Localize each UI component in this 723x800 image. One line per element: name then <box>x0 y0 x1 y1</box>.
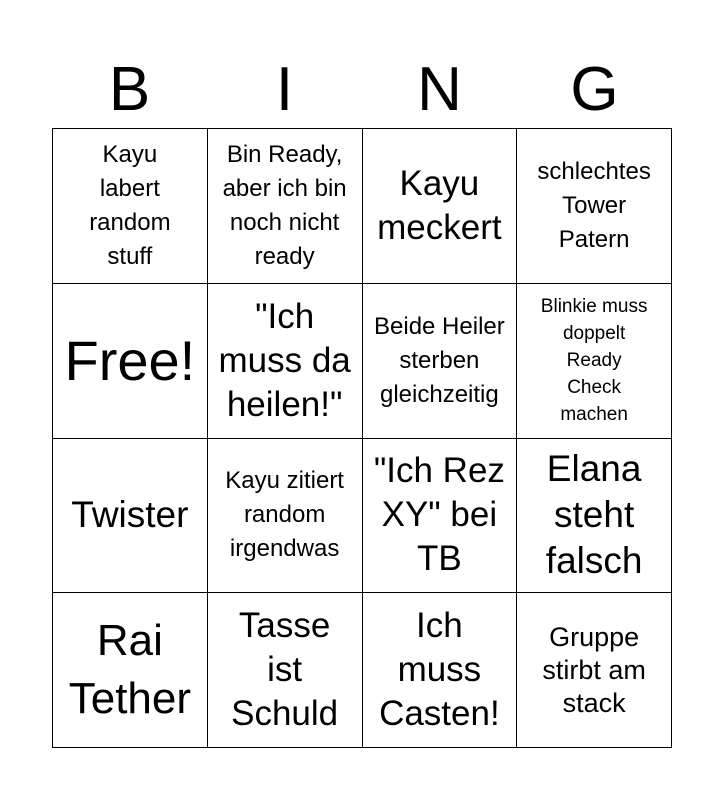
bingo-cell-r2c3[interactable] <box>363 284 518 439</box>
bingo-cell-text: Gruppe stirbt am stack <box>542 621 646 718</box>
bingo-cell-text: Ich muss Casten! <box>379 606 500 734</box>
bingo-cell-r2c4[interactable] <box>517 284 672 439</box>
bingo-cell-text: Kayu meckert <box>377 163 502 247</box>
bingo-cell-r3c1[interactable] <box>53 439 208 594</box>
bingo-cell-r1c1[interactable] <box>53 129 208 284</box>
bingo-cell-text: schlechtes Tower Patern <box>537 157 651 253</box>
bingo-cell-text: Tasse ist Schuld <box>231 606 339 734</box>
header-letter-b: B <box>108 55 151 124</box>
bingo-cell-r4c2[interactable] <box>208 593 363 748</box>
bingo-cell-text: Kayu zitiert random irgendwas <box>225 467 344 563</box>
bingo-header <box>52 52 672 128</box>
free-space-text: Free! <box>64 328 196 392</box>
header-letter-n: N <box>417 55 462 124</box>
bingo-cell-r3c2[interactable] <box>208 439 363 594</box>
bingo-cell-text: "Ich Rez XY" bei TB <box>373 451 505 579</box>
bingo-cell-text: Beide Heiler sterben gleichzeitig <box>374 312 505 408</box>
bingo-cell-r4c3[interactable] <box>363 593 518 748</box>
bingo-cell-r2c2[interactable] <box>208 284 363 439</box>
bingo-cell-text: Elana steht falsch <box>545 448 643 582</box>
bingo-cell-text: Kayu labert random stuff <box>89 140 171 270</box>
bingo-cell-r4c4[interactable] <box>517 593 672 748</box>
bingo-cell-r3c4[interactable] <box>517 439 672 594</box>
bingo-cell-text: Bin Ready, aber ich bin noch nicht ready <box>222 140 347 270</box>
bingo-cell-text: Rai Tether <box>68 616 192 724</box>
bingo-cell-r4c1[interactable] <box>53 593 208 748</box>
bingo-cell-r3c3[interactable] <box>363 439 518 594</box>
bingo-cell-text: Blinkie muss doppelt Ready Check machen <box>540 296 648 426</box>
bingo-cell-r1c3[interactable] <box>363 129 518 284</box>
bingo-cell-r1c2[interactable] <box>208 129 363 284</box>
header-letter-i: I <box>275 55 294 124</box>
bingo-board <box>52 128 672 748</box>
bingo-cell-r2c1[interactable] <box>53 284 208 439</box>
bingo-cell-text: "Ich muss da heilen!" <box>218 296 351 424</box>
header-letter-g: G <box>570 55 619 124</box>
bingo-cell-r1c4[interactable] <box>517 129 672 284</box>
bingo-cell-text: Twister <box>71 494 189 536</box>
